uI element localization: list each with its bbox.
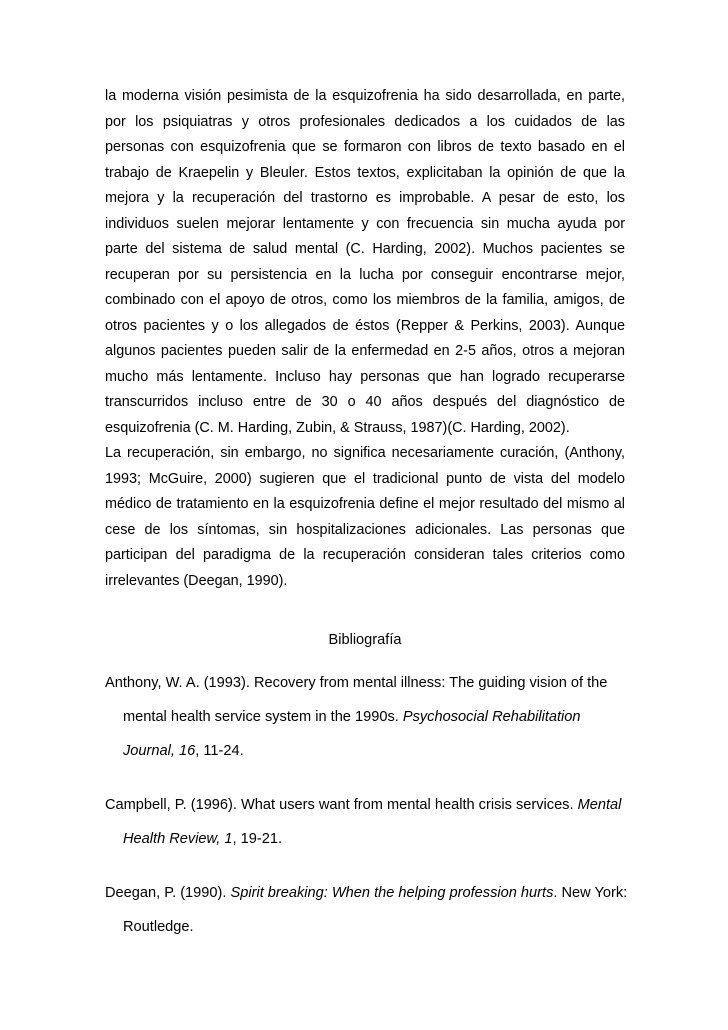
reference-item (105, 788, 635, 856)
reference-source: Psychosocial Rehabilitation Journal, 16 (123, 709, 581, 759)
reference-source: Spirit breaking: When the helping profession hurts (230, 885, 554, 901)
reference-list (105, 666, 635, 964)
reference-text: . New York: Routledge. (123, 885, 628, 935)
reference-source: Mental Health Review, 1 (123, 797, 622, 847)
reference-text: Deegan, P. (1990). (105, 885, 231, 901)
paragraph: La recuperación, sin embargo, no significa necesariamente curación, (Anthony, 1993; McGuire, 2000) sugieren que el tradicional punto de vista del modelo médico de tratamiento en la esquizofrenia define el mejor resultado del mismo al cese de los síntomas, sin hospitalizaciones adicionales. Las personas que participan del paradigma de la recuperación consideran tales criterios como irrelevantes (Deegan, 1990). (105, 445, 625, 589)
reference-text: , 19-21. (232, 831, 283, 847)
reference-item (105, 666, 635, 768)
reference-text: Campbell, P. (1996). What users want from mental health crisis services. (105, 797, 578, 813)
paragraph: la moderna visión pesimista de la esquizofrenia ha sido desarrollada, en parte, por los psiquiatras y otros profesionales dedicados a los cuidados de las personas con esquizofrenia que se formaron con libros de texto basado en el trabajo de Kraepelin y Bleuler. Estos textos, explicitaban la opinión de que la mejora y la recuperación del trastorno es improbable. A pesar de esto, los individuos suelen mejorar lentamente y con frecuencia sin mucha ayuda por parte del sistema de salud mental (C. Harding, 2002). Muchos pacientes se recuperan por su persistencia en la lucha por conseguir encontrarse mejor, combinado con el apoyo de otros, como los miembros de la familia, amigos, de otros pacientes y o los allegados de éstos (Repper & Perkins, 2003). Aunque algunos pacientes pueden salir de la enfermedad en 2-5 años, otros a mejoran mucho más lentamente. Incluso hay personas que han logrado recuperarse transcurridos incluso entre de 30 o 40 años después del diagnóstico de esquizofrenia (C. M. Harding, Zubin, & Strauss, 1987)(C. Harding, 2002). (105, 88, 625, 436)
bibliography-heading: Bibliografía (328, 632, 402, 648)
reference-item (105, 876, 635, 944)
reference-text: Anthony, W. A. (1993). Recovery from mental illness: The guiding vision of the mental health service system in the 1990s. (105, 675, 608, 725)
body-text (105, 84, 625, 594)
reference-text: , 11-24. (195, 743, 244, 759)
